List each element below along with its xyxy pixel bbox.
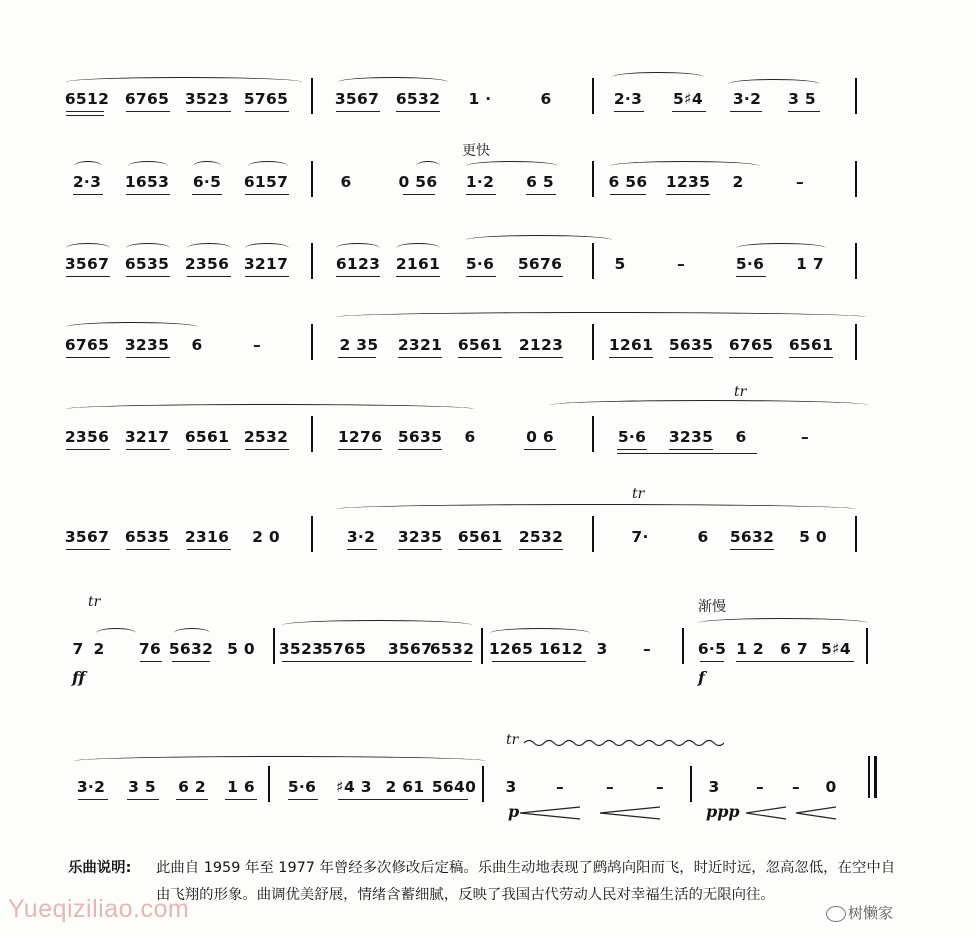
- slur: [466, 161, 558, 171]
- barline: [855, 243, 857, 279]
- note-group: 6765: [124, 90, 170, 108]
- slur: [187, 243, 231, 253]
- underline: [187, 549, 231, 550]
- underline: [338, 799, 468, 800]
- note-group: 1 ·: [468, 90, 492, 108]
- barline: [592, 516, 594, 552]
- note-group: 6561: [457, 336, 503, 354]
- underline: [66, 115, 104, 116]
- note-group: 3·2: [346, 528, 376, 546]
- slur: [336, 243, 380, 253]
- note-group: 2356: [184, 255, 230, 273]
- note-group: 1265: [488, 640, 534, 658]
- note-group: 3 5: [788, 90, 816, 108]
- note-group: –: [252, 336, 262, 354]
- note-group: 0 6: [526, 428, 554, 446]
- note-group: 2532: [518, 528, 564, 546]
- underline: [458, 549, 502, 550]
- note-group: 6532: [395, 90, 441, 108]
- slur: [66, 322, 198, 332]
- note-group: 6 5: [526, 173, 554, 191]
- note-group: 1 6: [227, 778, 255, 796]
- note-group: 6 7: [780, 640, 808, 658]
- barline: [592, 324, 594, 360]
- slur: [338, 77, 448, 87]
- note-group: 2·3: [613, 90, 643, 108]
- underline: [126, 449, 170, 450]
- underline: [403, 194, 435, 195]
- underline: [336, 276, 380, 277]
- note-group: 5676: [517, 255, 563, 273]
- score-row-5: [0, 384, 976, 508]
- slur: [174, 628, 210, 638]
- note-group: 5640: [431, 778, 477, 796]
- score-row-6: [0, 486, 976, 608]
- barline: [273, 628, 275, 664]
- note-group: 1 2: [736, 640, 764, 658]
- underline: [126, 276, 170, 277]
- note-group: 5·6: [287, 778, 317, 796]
- note-group: 3567: [387, 640, 433, 658]
- note-group: 3·2: [76, 778, 106, 796]
- underline: [176, 799, 208, 800]
- note-group: 1276: [337, 428, 383, 446]
- note-group: 5632: [168, 640, 214, 658]
- underline: [66, 357, 110, 358]
- note-group: 1235: [665, 173, 711, 191]
- note-group: 3217: [243, 255, 289, 273]
- note-group: 1·2: [465, 173, 495, 191]
- note-group: 5·6: [465, 255, 495, 273]
- note-group: 6 56: [608, 173, 648, 191]
- note-group: 2161: [395, 255, 441, 273]
- slur: [336, 504, 856, 514]
- note-group: 3235: [397, 528, 443, 546]
- trill-mark: tr: [734, 384, 747, 400]
- underline: [66, 549, 110, 550]
- slur: [66, 404, 474, 414]
- slur: [248, 161, 288, 171]
- tempo-marking: 更快: [462, 143, 490, 159]
- underline: [789, 357, 833, 358]
- wechat-icon: [826, 906, 846, 922]
- underline: [127, 799, 159, 800]
- underline: [66, 449, 110, 450]
- note-group: 2 0: [252, 528, 280, 546]
- note-group: 5 0: [799, 528, 827, 546]
- underline: [288, 799, 318, 800]
- note-group: 2316: [184, 528, 230, 546]
- note-group: –: [605, 778, 615, 796]
- slur: [245, 243, 289, 253]
- note-group: 2532: [243, 428, 289, 446]
- underline: [282, 661, 472, 662]
- trill-mark: tr: [88, 594, 101, 610]
- slur: [126, 243, 170, 253]
- underline: [245, 449, 289, 450]
- barline: [311, 324, 313, 360]
- underline: [526, 194, 556, 195]
- underline: [336, 111, 380, 112]
- note-group: 6765: [728, 336, 774, 354]
- note-group: 5765: [321, 640, 367, 658]
- note-group: 6123: [335, 255, 381, 273]
- slur: [128, 161, 168, 171]
- underline: [126, 194, 170, 195]
- note-group: 5 0: [227, 640, 255, 658]
- underline: [338, 357, 376, 358]
- note-group: 3523: [278, 640, 324, 658]
- barline: [868, 756, 870, 798]
- underline: [126, 549, 170, 550]
- note-group: 3217: [124, 428, 170, 446]
- note-group: –: [642, 640, 652, 658]
- barline: [481, 628, 483, 664]
- underline: [519, 549, 563, 550]
- underline: [610, 194, 646, 195]
- underline: [126, 357, 170, 358]
- note-group: 6: [191, 336, 203, 354]
- barline: [592, 78, 594, 114]
- note-group: 3: [708, 778, 720, 796]
- slur: [736, 243, 826, 253]
- slur: [74, 756, 486, 766]
- note-group: 2·3: [72, 173, 102, 191]
- brand-name: 树懒家: [848, 904, 894, 922]
- slur: [74, 161, 102, 171]
- underline: [245, 111, 289, 112]
- slur: [610, 161, 760, 171]
- underline: [398, 549, 442, 550]
- barline: [855, 161, 857, 197]
- description-label: 乐曲说明:: [68, 860, 132, 876]
- note-group: 6157: [243, 173, 289, 191]
- slur: [96, 628, 136, 638]
- underline: [245, 276, 289, 277]
- slur: [66, 243, 110, 253]
- underline: [73, 194, 103, 195]
- tempo-marking: 渐慢: [698, 599, 726, 615]
- dynamic-marking: ppp: [706, 802, 740, 821]
- note-group: ♯4 3: [336, 778, 372, 796]
- barline: [855, 324, 857, 360]
- note-group: 1261: [608, 336, 654, 354]
- underline: [729, 357, 773, 358]
- note-group: 3235: [124, 336, 170, 354]
- note-group: 6: [340, 173, 352, 191]
- score-row-8: [0, 732, 976, 858]
- note-group: 5·6: [735, 255, 765, 273]
- note-group: 6561: [184, 428, 230, 446]
- note-group: 3567: [334, 90, 380, 108]
- dynamic-marking: ff: [72, 668, 86, 687]
- slur: [396, 243, 440, 253]
- barline: [311, 78, 313, 114]
- barline: [482, 766, 484, 802]
- note-group: –: [795, 173, 805, 191]
- slur: [282, 620, 472, 630]
- underline: [730, 549, 774, 550]
- note-group: 6: [735, 428, 747, 446]
- note-group: 2: [732, 173, 744, 191]
- note-group: 5♯4: [673, 90, 703, 108]
- barline: [592, 243, 594, 279]
- note-group: 6·5: [697, 640, 727, 658]
- note-group: 5635: [668, 336, 714, 354]
- slur: [490, 628, 590, 638]
- note-group: 6535: [124, 528, 170, 546]
- underline: [669, 357, 713, 358]
- underline: [245, 194, 289, 195]
- underline: [398, 357, 442, 358]
- note-group: 6561: [457, 528, 503, 546]
- underline: [398, 449, 442, 450]
- underline: [225, 799, 257, 800]
- barline: [682, 628, 684, 664]
- barline: [866, 628, 868, 664]
- underline: [788, 111, 820, 112]
- crescendo-hairpin: [520, 806, 660, 820]
- slur: [728, 79, 820, 89]
- note-group: 2123: [518, 336, 564, 354]
- slur: [612, 72, 704, 82]
- note-group: 6 2: [178, 778, 206, 796]
- underline: [466, 194, 496, 195]
- barline: [311, 161, 313, 197]
- note-group: 6: [464, 428, 476, 446]
- note-group: 2 61: [385, 778, 425, 796]
- underline: [458, 357, 502, 358]
- underline: [192, 194, 222, 195]
- note-group: 76: [138, 640, 162, 658]
- note-group: 7·: [631, 528, 649, 546]
- piece-description: [68, 855, 900, 909]
- slur: [416, 161, 440, 171]
- note-group: 2 35: [339, 336, 379, 354]
- underline: [700, 661, 724, 662]
- barline: [855, 516, 857, 552]
- underline: [338, 449, 382, 450]
- barline: [690, 766, 692, 802]
- note-group: 2356: [64, 428, 110, 446]
- note-group: 6561: [788, 336, 834, 354]
- underline: [666, 194, 710, 195]
- note-group: –: [755, 778, 765, 796]
- underline: [466, 276, 496, 277]
- note-group: 3: [505, 778, 517, 796]
- note-group: 6512: [64, 90, 110, 108]
- note-group: 5635: [397, 428, 443, 446]
- slur: [466, 235, 612, 245]
- barline: [311, 516, 313, 552]
- note-group: –: [676, 255, 686, 273]
- note-group: 6: [697, 528, 709, 546]
- underline: [187, 111, 231, 112]
- underline: [669, 449, 713, 450]
- underline: [66, 111, 104, 112]
- underline: [126, 111, 170, 112]
- note-group: 5·6: [617, 428, 647, 446]
- underline: [492, 661, 586, 662]
- note-group: 5632: [729, 528, 775, 546]
- note-group: 0 56: [398, 173, 438, 191]
- final-barline: [874, 756, 877, 798]
- underline: [672, 111, 706, 112]
- note-group: –: [800, 428, 810, 446]
- note-group: 6·5: [192, 173, 222, 191]
- note-group: 1 7: [796, 255, 824, 273]
- underline: [396, 111, 440, 112]
- note-group: 1653: [124, 173, 170, 191]
- note-group: 7: [72, 640, 84, 658]
- note-group: –: [655, 778, 665, 796]
- underline: [524, 449, 556, 450]
- note-group: 5765: [243, 90, 289, 108]
- slur: [550, 400, 868, 410]
- dynamic-marking: f: [698, 668, 705, 687]
- underline: [736, 276, 766, 277]
- underline: [396, 276, 440, 277]
- note-group: 1612: [538, 640, 584, 658]
- note-group: 3 5: [128, 778, 156, 796]
- underline: [347, 549, 377, 550]
- barline: [855, 78, 857, 114]
- underline: [187, 276, 231, 277]
- underline: [730, 111, 762, 112]
- underline: [617, 449, 647, 450]
- note-group: 3235: [668, 428, 714, 446]
- note-group: –: [791, 778, 801, 796]
- underline: [614, 111, 644, 112]
- note-group: 3·2: [732, 90, 762, 108]
- trill-mark: tr: [632, 486, 645, 502]
- description-text: 此曲自 1959 年至 1977 年曾经多次修改后定稿。乐曲生动地表现了鹧鸪向阳而飞，时近时远，忽高忽低，在空中自由飞翔的形象。曲调优美舒展，情绪含蓄细腻，反映了我国古代劳动人民对幸福生活的无限向往。: [156, 860, 896, 903]
- note-group: 5: [614, 255, 626, 273]
- slur: [193, 161, 221, 171]
- note-group: 6532: [429, 640, 475, 658]
- underline: [140, 661, 162, 662]
- underline: [519, 357, 563, 358]
- barline: [592, 161, 594, 197]
- note-group: –: [555, 778, 565, 796]
- note-group: 5♯4: [821, 640, 851, 658]
- note-group: 3: [596, 640, 608, 658]
- underline: [519, 276, 563, 277]
- underline: [187, 449, 231, 450]
- note-group: 6: [540, 90, 552, 108]
- score-row-7: [0, 594, 976, 720]
- slur: [66, 77, 302, 87]
- underline: [172, 661, 210, 662]
- site-watermark: Yueqiziliao.com: [8, 895, 190, 923]
- barline: [311, 243, 313, 279]
- barline: [311, 416, 313, 452]
- note-group: 3523: [184, 90, 230, 108]
- slur: [698, 618, 868, 628]
- note-group: 3567: [64, 255, 110, 273]
- trill-mark: tr: [506, 732, 519, 748]
- note-group: 2321: [397, 336, 443, 354]
- trill-wave: [524, 738, 724, 748]
- underline: [617, 453, 757, 454]
- dynamic-marking: p: [508, 802, 520, 821]
- note-group: 6765: [64, 336, 110, 354]
- underline: [66, 276, 110, 277]
- barline: [592, 416, 594, 452]
- note-group: 6535: [124, 255, 170, 273]
- note-group: 0: [825, 778, 837, 796]
- note-group: 2: [93, 640, 105, 658]
- slur: [336, 312, 866, 322]
- underline: [78, 799, 108, 800]
- decrescendo-hairpin: [746, 806, 836, 820]
- underline: [736, 661, 854, 662]
- barline: [268, 766, 270, 802]
- underline: [609, 357, 653, 358]
- note-group: 3567: [64, 528, 110, 546]
